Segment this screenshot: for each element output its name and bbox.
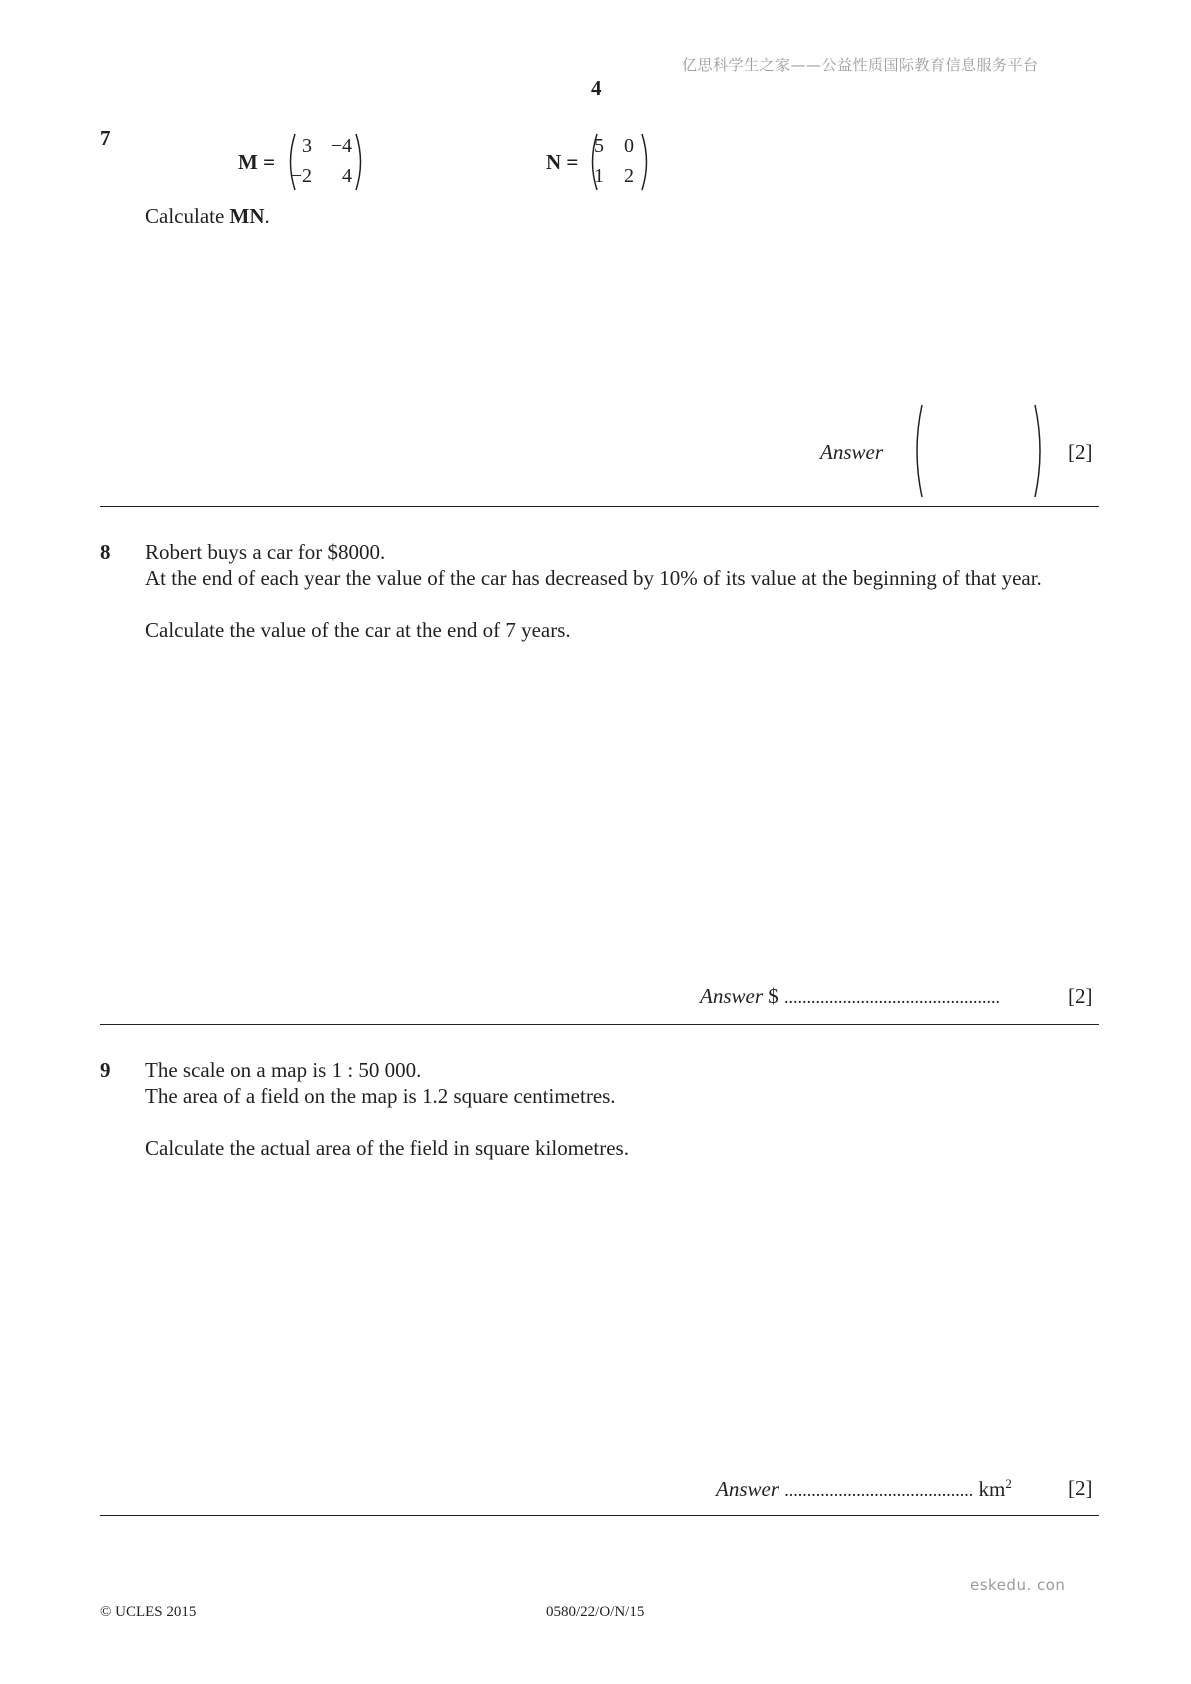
question-number-8: 8 — [100, 540, 111, 564]
matrix-m-cell: 3 — [302, 135, 312, 157]
q9-marks: [2] — [1068, 1476, 1093, 1500]
watermark-bottom: eskedu. con — [970, 1576, 1066, 1594]
page-number: 4 — [591, 76, 602, 100]
matrix-n — [546, 132, 656, 192]
q7-instruction-prefix: Calculate — [145, 204, 225, 228]
matrix-m-cell: −2 — [290, 165, 312, 187]
q9-unit: km — [978, 1477, 1006, 1501]
q8-answer-line[interactable]: ................................................ — [784, 987, 1000, 1007]
matrix-n-right-bracket — [640, 132, 652, 192]
q8-answer-prefix: $ — [768, 984, 779, 1008]
matrix-n-label: N = — [546, 150, 579, 174]
q8-answer — [700, 984, 1000, 1009]
q9-instruction: Calculate the actual area of the field in square kilometres. — [145, 1136, 629, 1160]
matrix-n-cell: 5 — [594, 135, 604, 157]
q8-line-1: Robert buys a car for $8000. — [145, 540, 386, 564]
q9-line-2: The area of a field on the map is 1.2 square centimetres. — [145, 1084, 616, 1108]
question-number-7: 7 — [100, 126, 111, 150]
matrix-n-cell: 1 — [594, 165, 604, 187]
q9-answer — [716, 1476, 1012, 1502]
matrix-n-cell: 0 — [624, 135, 634, 157]
q8-instruction: Calculate the value of the car at the end of 7 years. — [145, 618, 571, 642]
matrix-m — [238, 132, 388, 192]
q9-answer-label: Answer — [716, 1477, 779, 1501]
q9-line-1: The scale on a map is 1 : 50 000. — [145, 1058, 422, 1082]
matrix-m-right-bracket — [354, 132, 366, 192]
matrix-m-cell: −4 — [330, 135, 352, 157]
divider-line — [100, 1024, 1099, 1025]
q8-answer-label: Answer — [700, 984, 763, 1008]
q7-marks: [2] — [1068, 440, 1093, 464]
q8-marks: [2] — [1068, 984, 1093, 1008]
copyright: © UCLES 2015 — [100, 1604, 197, 1620]
q9-answer-line[interactable]: .......................................... — [784, 1480, 974, 1500]
q7-answer-label: Answer — [820, 440, 883, 464]
divider-line — [100, 1515, 1099, 1516]
q8-line-2: At the end of each year the value of the car has decreased by 10% of its value at the beginning of that year. — [145, 566, 1042, 590]
paper-code: 0580/22/O/N/15 — [546, 1604, 645, 1620]
q7-instruction — [145, 204, 270, 229]
q7-answer-matrix-brackets — [912, 403, 1047, 499]
matrix-n-cell: 2 — [624, 165, 634, 187]
question-number-9: 9 — [100, 1058, 111, 1082]
divider-line — [100, 506, 1099, 507]
q7-instruction-bold: MN — [229, 204, 265, 228]
q9-unit-sup: 2 — [1005, 1476, 1012, 1491]
matrix-m-cell: 4 — [342, 165, 352, 187]
q7-instruction-suffix: . — [264, 204, 270, 228]
watermark-top: 亿思科学生之家——公益性质国际教育信息服务平台 — [682, 56, 1039, 74]
matrix-m-label: M = — [238, 150, 276, 174]
